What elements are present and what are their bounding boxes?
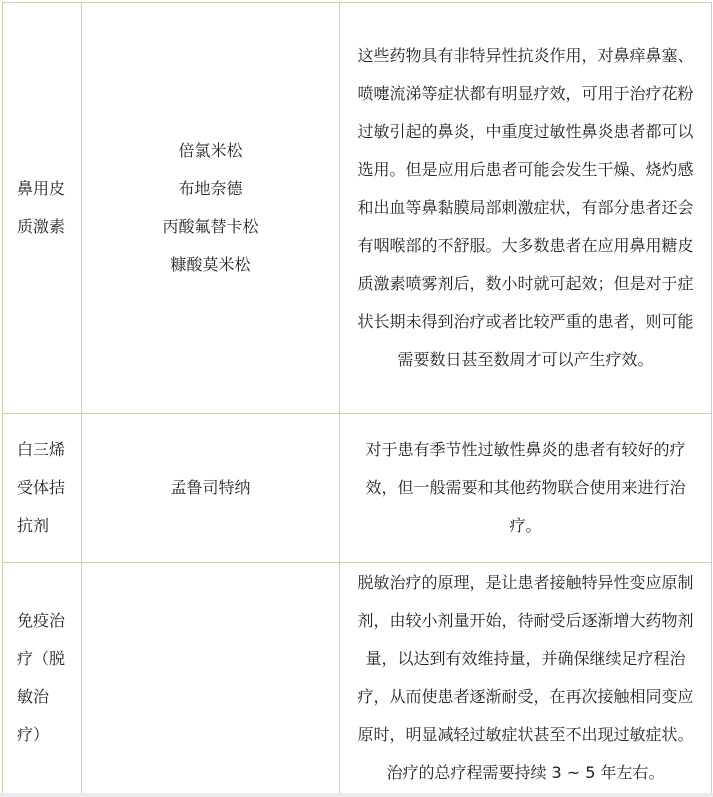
drug-cell — [82, 414, 340, 563]
category-label: 白三烯受体拮抗剂 — [17, 440, 66, 535]
category-label: 免疫治疗（脱敏治疗） — [17, 611, 66, 744]
drug-name: 布地奈德 — [178, 179, 243, 198]
page-bottom-divider — [0, 793, 713, 797]
description-cell: 对于患有季节性过敏性鼻炎的患者有较好的疗效，但一般需要和其他药物联合使用来进行治疗。 — [340, 414, 712, 563]
drug-cell — [82, 563, 340, 794]
drug-name: 倍氯米松 — [178, 141, 243, 160]
description-cell: 这些药物具有非特异性抗炎作用，对鼻痒鼻塞、喷嚏流涕等症状都有明显疗效，可用于治疗花粉过敏引起的鼻炎，中重度过敏性鼻炎患者都可以选用。但是应用后患者可能会发生干燥、烧灼感和出血等鼻黏膜局部刺激症状，有部分患者还会有咽喉部的不舒服。大多数患者在应用鼻用糖皮质激素喷雾剂后，数小时就可起效；但是对于症状长期未得到治疗或者比较严重的患者，则可能需要数日甚至数周才可以产生疗效。 — [340, 3, 712, 414]
drug-name: 孟鲁司特纳 — [170, 478, 251, 497]
category-cell — [3, 563, 82, 794]
description-cell: 脱敏治疗的原理，是让患者接触特异性变应原制剂，由较小剂量开始，待耐受后逐渐增大药物剂量，以达到有效维持量，并确保继续足疗程治疗，从而使患者逐渐耐受，在再次接触相同变应原时，明显减轻过敏症状甚至不出现过敏症状。治疗的总疗程需要持续 3 ~ 5 年左右。 — [340, 563, 712, 794]
table-row — [3, 563, 712, 794]
drug-name: 丙酸氟替卡松 — [162, 217, 259, 236]
category-label: 鼻用皮质激素 — [17, 179, 66, 236]
category-cell — [3, 414, 82, 563]
table-row — [3, 3, 712, 414]
drug-cell — [82, 3, 340, 414]
category-cell — [3, 3, 82, 414]
treatment-table — [2, 2, 712, 794]
drug-name: 糠酸莫米松 — [170, 255, 251, 274]
table-row — [3, 414, 712, 563]
